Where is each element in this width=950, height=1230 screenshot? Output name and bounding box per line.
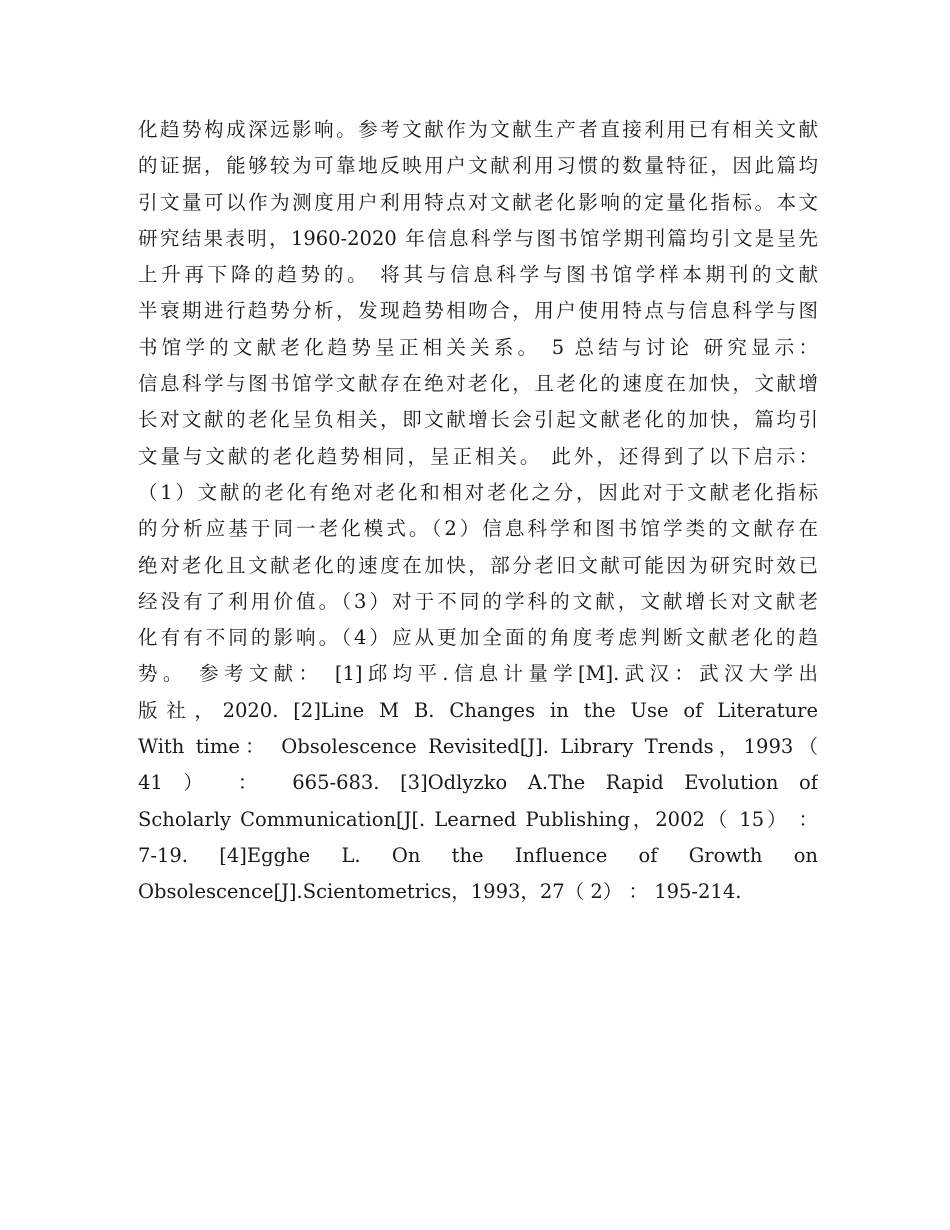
text-line: 绝对老化且文献老化的速度在加快，部分老旧文献可能因为研究时效已 <box>138 553 818 577</box>
text-line: 化趋势构成深远影响。参考文献作为文献生产者直接利用已有相关文献 <box>138 118 818 141</box>
text-line: Obsolescence[J].Scientometrics，1993，27（ 2） ： 195-214. <box>138 880 742 904</box>
text-line: 引文量可以作为测度用户利用特点对文献老化影响的定量化指标。本文 <box>138 190 818 214</box>
text-line: 版社，2020. [2]Line M B. Changes in the Use of Literature <box>138 698 818 722</box>
text-line: 经没有了利用价值。（3）对于不同的学科的文献，文献增长对文献老 <box>138 589 818 613</box>
text-line: 研究结果表明，1960-2020 年信息科学与图书馆学期刊篇均引文是呈先 <box>138 226 818 250</box>
text-line: （1）文献的老化有绝对老化和相对老化之分，因此对于文献老化指标 <box>138 480 818 504</box>
text-line: 41 ） ： 665-683. [3]Odlyzko A.The Rapid Evolution of <box>138 771 818 795</box>
text-line: 的分析应基于同一老化模式。（2）信息科学和图书馆学类的文献存在 <box>138 517 818 541</box>
text-line: 7-19. [4]Egghe L. On the Influence of Growth on <box>138 843 818 867</box>
text-line: 文量与文献的老化趋势相同，呈正相关。 此外，还得到了以下启示： <box>138 444 818 468</box>
text-line: 的证据，能够较为可靠地反映用户文献利用习惯的数量特征，因此篇均 <box>138 154 818 178</box>
body-text <box>138 112 818 911</box>
text-line: With time： Obsolescence Revisited[J]. Library Trends，1993（ <box>138 735 818 759</box>
text-line: 上升再下降的趋势的。 将其与信息科学与图书馆学样本期刊的文献 <box>138 263 818 287</box>
text-line: 半衰期进行趋势分析，发现趋势相吻合，用户使用特点与信息科学与图 <box>138 299 818 323</box>
text-line: Scholarly Communication[J[. Learned Publishing，2002（ 15） ： <box>138 807 818 831</box>
text-line: 信息科学与图书馆学文献存在绝对老化，且老化的速度在加快，文献增 <box>138 372 818 396</box>
text-line: 化有有不同的影响。（4）应从更加全面的角度考虑判断文献老化的趋 <box>138 626 818 650</box>
text-line: 书馆学的文献老化趋势呈正相关关系。 5 总结与讨论 研究显示： <box>138 335 818 359</box>
text-line: 势。 参考文献： [1]邱均平.信息计量学[M].武汉：武汉大学出 <box>138 662 818 686</box>
text-line: 长对文献的老化呈负相关，即文献增长会引起文献老化的加快，篇均引 <box>138 408 818 432</box>
